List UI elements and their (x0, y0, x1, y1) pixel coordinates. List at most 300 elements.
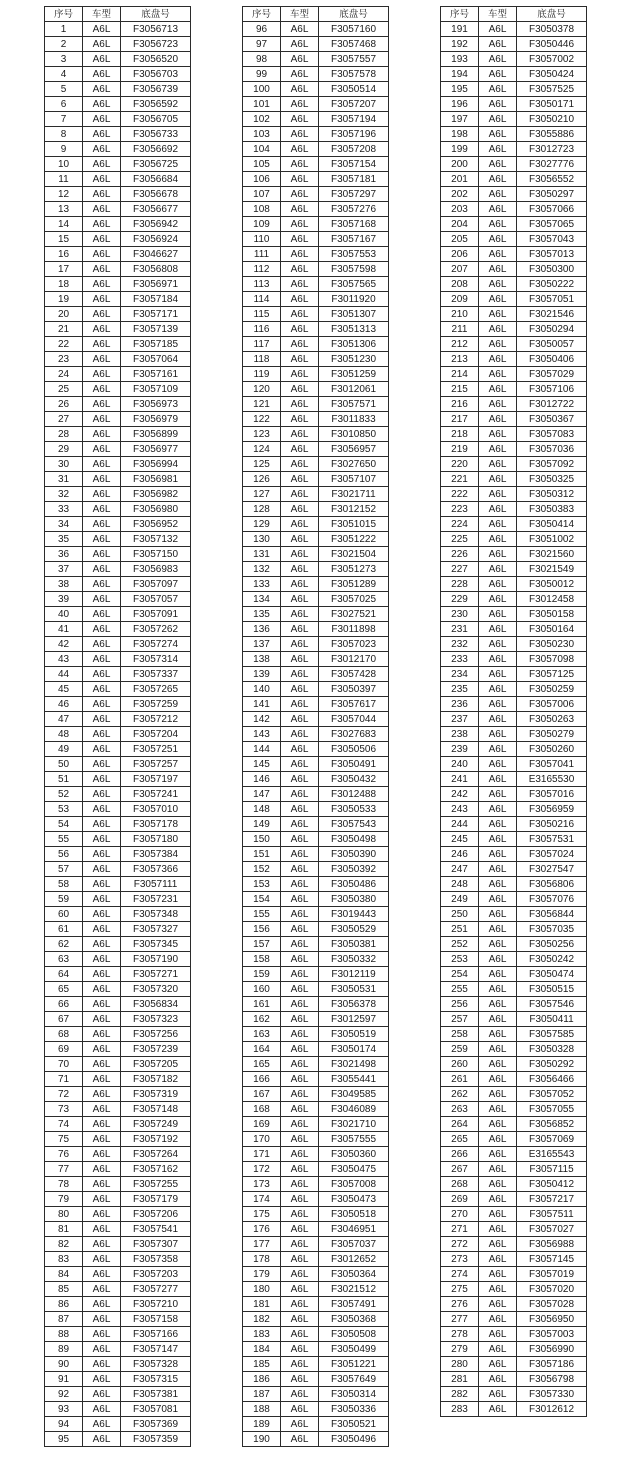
table-row (441, 1327, 587, 1342)
table-row (441, 232, 587, 247)
row-index: 1 (45, 22, 83, 37)
row-model: A6L (83, 637, 121, 652)
row-index: 225 (441, 532, 479, 547)
table-row (45, 37, 191, 52)
row-model: A6L (281, 1162, 319, 1177)
row-model: A6L (83, 877, 121, 892)
table-row (243, 727, 389, 742)
row-chassis: F3056950 (517, 1312, 587, 1327)
row-chassis: F3056692 (121, 142, 191, 157)
row-model: A6L (83, 547, 121, 562)
row-model: A6L (281, 937, 319, 952)
row-index: 2 (45, 37, 83, 52)
row-model: A6L (479, 997, 517, 1012)
row-chassis: F3050256 (517, 937, 587, 952)
table-row (45, 1087, 191, 1102)
row-index: 247 (441, 862, 479, 877)
row-model: A6L (83, 352, 121, 367)
row-index: 80 (45, 1207, 83, 1222)
row-model: A6L (479, 1102, 517, 1117)
row-model: A6L (479, 277, 517, 292)
row-index: 197 (441, 112, 479, 127)
table-row (243, 457, 389, 472)
table-row (243, 622, 389, 637)
row-index: 156 (243, 922, 281, 937)
row-chassis: F3050364 (319, 1267, 389, 1282)
table-row (45, 382, 191, 397)
row-chassis: F3050424 (517, 67, 587, 82)
table-row (45, 532, 191, 547)
row-index: 154 (243, 892, 281, 907)
row-chassis: F3056733 (121, 127, 191, 142)
row-chassis: F3057328 (121, 1357, 191, 1372)
row-model: A6L (281, 1342, 319, 1357)
row-chassis: F3021512 (319, 1282, 389, 1297)
row-index: 64 (45, 967, 83, 982)
table-row (441, 1042, 587, 1057)
row-model: A6L (281, 1207, 319, 1222)
row-chassis: F3057617 (319, 697, 389, 712)
table-row (243, 1192, 389, 1207)
row-index: 268 (441, 1177, 479, 1192)
row-chassis: F3057649 (319, 1372, 389, 1387)
table-row (243, 412, 389, 427)
row-model: A6L (479, 712, 517, 727)
table-row (45, 592, 191, 607)
row-chassis: F3050380 (319, 892, 389, 907)
row-index: 95 (45, 1432, 83, 1447)
table-row (441, 1117, 587, 1132)
row-chassis: F3057366 (121, 862, 191, 877)
table-row (441, 742, 587, 757)
row-index: 281 (441, 1372, 479, 1387)
row-chassis: F3057027 (517, 1222, 587, 1237)
table-row (243, 187, 389, 202)
row-index: 282 (441, 1387, 479, 1402)
row-chassis: F3027683 (319, 727, 389, 742)
row-chassis: F3050475 (319, 1162, 389, 1177)
row-model: A6L (83, 1327, 121, 1342)
row-index: 86 (45, 1297, 83, 1312)
row-index: 246 (441, 847, 479, 862)
row-chassis: F3057041 (517, 757, 587, 772)
row-index: 203 (441, 202, 479, 217)
table-row (441, 217, 587, 232)
table-row (243, 862, 389, 877)
row-model: A6L (83, 712, 121, 727)
row-model: A6L (83, 112, 121, 127)
table-row (243, 97, 389, 112)
table-row (243, 742, 389, 757)
table-row (45, 832, 191, 847)
row-model: A6L (479, 802, 517, 817)
row-index: 60 (45, 907, 83, 922)
row-chassis: F3057194 (319, 112, 389, 127)
table-row (45, 292, 191, 307)
row-model: A6L (83, 727, 121, 742)
row-model: A6L (281, 1027, 319, 1042)
row-chassis: F3057178 (121, 817, 191, 832)
table-row (441, 1087, 587, 1102)
table-row (441, 202, 587, 217)
row-model: A6L (281, 337, 319, 352)
row-index: 85 (45, 1282, 83, 1297)
row-index: 118 (243, 352, 281, 367)
row-model: A6L (83, 82, 121, 97)
table-row (441, 832, 587, 847)
row-model: A6L (281, 142, 319, 157)
row-model: A6L (281, 412, 319, 427)
row-model: A6L (479, 487, 517, 502)
row-model: A6L (281, 547, 319, 562)
row-model: A6L (83, 1342, 121, 1357)
row-index: 192 (441, 37, 479, 52)
row-chassis: F3050529 (319, 922, 389, 937)
row-index: 176 (243, 1222, 281, 1237)
row-chassis: F3056739 (121, 82, 191, 97)
table-row (441, 472, 587, 487)
table-row (45, 1012, 191, 1027)
table-row (441, 262, 587, 277)
table-row (45, 922, 191, 937)
row-chassis: F3050294 (517, 322, 587, 337)
row-model: A6L (83, 1267, 121, 1282)
row-model: A6L (479, 1012, 517, 1027)
table-row (45, 277, 191, 292)
row-model: A6L (479, 1042, 517, 1057)
table-row (45, 1297, 191, 1312)
table-row (45, 547, 191, 562)
row-index: 190 (243, 1432, 281, 1447)
row-model: A6L (281, 562, 319, 577)
row-chassis: F3057154 (319, 157, 389, 172)
table-row (441, 1207, 587, 1222)
row-model: A6L (281, 232, 319, 247)
row-index: 11 (45, 172, 83, 187)
row-index: 179 (243, 1267, 281, 1282)
row-index: 259 (441, 1042, 479, 1057)
row-chassis: F3050392 (319, 862, 389, 877)
table-row (45, 577, 191, 592)
row-index: 264 (441, 1117, 479, 1132)
table-row (45, 787, 191, 802)
row-model: A6L (479, 532, 517, 547)
row-index: 106 (243, 172, 281, 187)
row-model: A6L (83, 1222, 121, 1237)
table-row (441, 1222, 587, 1237)
row-model: A6L (479, 592, 517, 607)
row-index: 270 (441, 1207, 479, 1222)
row-index: 8 (45, 127, 83, 142)
table-row (441, 382, 587, 397)
row-model: A6L (479, 262, 517, 277)
row-index: 93 (45, 1402, 83, 1417)
table-row (441, 757, 587, 772)
row-chassis: F3050312 (517, 487, 587, 502)
row-index: 138 (243, 652, 281, 667)
row-chassis: F3056942 (121, 217, 191, 232)
row-index: 238 (441, 727, 479, 742)
row-index: 113 (243, 277, 281, 292)
row-chassis: F3056378 (319, 997, 389, 1012)
table-row (441, 1162, 587, 1177)
row-chassis: F3056981 (121, 472, 191, 487)
row-model: A6L (479, 1162, 517, 1177)
row-index: 49 (45, 742, 83, 757)
row-model: A6L (83, 202, 121, 217)
row-index: 33 (45, 502, 83, 517)
row-chassis: F3057185 (121, 337, 191, 352)
header-model: 车型 (83, 7, 121, 22)
row-index: 22 (45, 337, 83, 352)
row-chassis: F3050533 (319, 802, 389, 817)
row-chassis: F3057345 (121, 937, 191, 952)
row-chassis: F3050474 (517, 967, 587, 982)
row-chassis: F3055886 (517, 127, 587, 142)
row-model: A6L (83, 922, 121, 937)
row-model: A6L (281, 457, 319, 472)
table-row (441, 112, 587, 127)
row-index: 184 (243, 1342, 281, 1357)
row-model: A6L (83, 127, 121, 142)
row-model: A6L (281, 502, 319, 517)
row-model: A6L (281, 907, 319, 922)
row-index: 162 (243, 1012, 281, 1027)
table-row (243, 832, 389, 847)
row-chassis: F3057197 (121, 772, 191, 787)
row-model: A6L (479, 637, 517, 652)
row-chassis: F3012723 (517, 142, 587, 157)
row-model: A6L (281, 1147, 319, 1162)
row-model: A6L (281, 997, 319, 1012)
table-row (45, 352, 191, 367)
table-row (45, 1342, 191, 1357)
row-model: A6L (83, 472, 121, 487)
row-index: 167 (243, 1087, 281, 1102)
row-chassis: F3056677 (121, 202, 191, 217)
row-index: 43 (45, 652, 83, 667)
row-chassis: F3057314 (121, 652, 191, 667)
row-chassis: F3056705 (121, 112, 191, 127)
row-index: 73 (45, 1102, 83, 1117)
row-index: 169 (243, 1117, 281, 1132)
table-row (441, 1132, 587, 1147)
row-chassis: F3057098 (517, 652, 587, 667)
row-index: 16 (45, 247, 83, 262)
row-index: 235 (441, 682, 479, 697)
row-chassis: F3057147 (121, 1342, 191, 1357)
row-model: A6L (83, 382, 121, 397)
row-chassis: F3057180 (121, 832, 191, 847)
table-row (45, 622, 191, 637)
row-model: A6L (281, 487, 319, 502)
row-chassis: F3057016 (517, 787, 587, 802)
row-chassis: F3057585 (517, 1027, 587, 1042)
row-model: A6L (281, 202, 319, 217)
row-chassis: F3019443 (319, 907, 389, 922)
row-chassis: E3165543 (517, 1147, 587, 1162)
row-chassis: F3027776 (517, 157, 587, 172)
table-row (243, 397, 389, 412)
row-model: A6L (479, 967, 517, 982)
row-model: A6L (83, 187, 121, 202)
row-model: A6L (479, 52, 517, 67)
row-index: 12 (45, 187, 83, 202)
row-chassis: F3057264 (121, 1147, 191, 1162)
table-row (45, 757, 191, 772)
row-index: 199 (441, 142, 479, 157)
table-row (243, 907, 389, 922)
row-index: 261 (441, 1072, 479, 1087)
row-index: 231 (441, 622, 479, 637)
table-row (45, 727, 191, 742)
row-model: A6L (281, 37, 319, 52)
row-index: 83 (45, 1252, 83, 1267)
row-chassis: F3056552 (517, 172, 587, 187)
row-chassis: F3012597 (319, 1012, 389, 1027)
table-row (45, 307, 191, 322)
row-chassis: F3012119 (319, 967, 389, 982)
row-index: 157 (243, 937, 281, 952)
row-index: 58 (45, 877, 83, 892)
table-header-row (45, 7, 191, 22)
row-model: A6L (281, 442, 319, 457)
row-model: A6L (83, 142, 121, 157)
row-model: A6L (281, 817, 319, 832)
row-chassis: F3057192 (121, 1132, 191, 1147)
table-row (243, 532, 389, 547)
table-row (441, 892, 587, 907)
row-chassis: F3057330 (517, 1387, 587, 1402)
row-model: A6L (281, 667, 319, 682)
row-model: A6L (281, 757, 319, 772)
header-chassis: 底盘号 (517, 7, 587, 22)
row-index: 170 (243, 1132, 281, 1147)
row-model: A6L (479, 457, 517, 472)
row-index: 280 (441, 1357, 479, 1372)
row-chassis: F3051289 (319, 577, 389, 592)
row-index: 195 (441, 82, 479, 97)
row-chassis: F3057148 (121, 1102, 191, 1117)
row-model: A6L (83, 1432, 121, 1447)
row-model: A6L (479, 1252, 517, 1267)
row-index: 4 (45, 67, 83, 82)
table-row (441, 577, 587, 592)
row-model: A6L (479, 1027, 517, 1042)
row-index: 272 (441, 1237, 479, 1252)
row-index: 257 (441, 1012, 479, 1027)
row-index: 183 (243, 1327, 281, 1342)
row-chassis: F3057171 (121, 307, 191, 322)
table-row (243, 952, 389, 967)
row-chassis: F3027547 (517, 862, 587, 877)
table-row (441, 172, 587, 187)
row-chassis: F3051002 (517, 532, 587, 547)
row-index: 174 (243, 1192, 281, 1207)
row-model: A6L (479, 652, 517, 667)
row-index: 194 (441, 67, 479, 82)
row-chassis: F3050414 (517, 517, 587, 532)
row-model: A6L (83, 697, 121, 712)
row-chassis: F3057168 (319, 217, 389, 232)
row-model: A6L (83, 1192, 121, 1207)
row-model: A6L (479, 1297, 517, 1312)
row-model: A6L (479, 37, 517, 52)
row-model: A6L (83, 67, 121, 82)
row-chassis: F3021711 (319, 487, 389, 502)
table-row (243, 682, 389, 697)
row-chassis: F3050325 (517, 472, 587, 487)
row-index: 77 (45, 1162, 83, 1177)
table-row (243, 1312, 389, 1327)
row-chassis: F3057111 (121, 877, 191, 892)
row-model: A6L (479, 547, 517, 562)
row-index: 59 (45, 892, 83, 907)
row-index: 200 (441, 157, 479, 172)
table-row (441, 592, 587, 607)
row-index: 103 (243, 127, 281, 142)
row-model: A6L (83, 817, 121, 832)
row-index: 122 (243, 412, 281, 427)
row-model: A6L (479, 232, 517, 247)
row-index: 177 (243, 1237, 281, 1252)
table-row (243, 127, 389, 142)
row-index: 117 (243, 337, 281, 352)
row-index: 214 (441, 367, 479, 382)
row-index: 126 (243, 472, 281, 487)
row-chassis: F3057160 (319, 22, 389, 37)
row-chassis: F3051273 (319, 562, 389, 577)
row-index: 212 (441, 337, 479, 352)
row-chassis: F3057546 (517, 997, 587, 1012)
row-model: A6L (83, 562, 121, 577)
row-chassis: F3012152 (319, 502, 389, 517)
row-model: A6L (281, 637, 319, 652)
row-model: A6L (83, 1132, 121, 1147)
row-model: A6L (83, 682, 121, 697)
row-chassis: F3056466 (517, 1072, 587, 1087)
row-index: 128 (243, 502, 281, 517)
table-row (441, 1147, 587, 1162)
row-chassis: F3057036 (517, 442, 587, 457)
row-model: A6L (479, 352, 517, 367)
row-index: 47 (45, 712, 83, 727)
row-index: 145 (243, 757, 281, 772)
table-row (243, 442, 389, 457)
row-index: 244 (441, 817, 479, 832)
row-index: 24 (45, 367, 83, 382)
row-index: 61 (45, 922, 83, 937)
row-chassis: F3051307 (319, 307, 389, 322)
row-chassis: F3050381 (319, 937, 389, 952)
table-row (243, 1027, 389, 1042)
row-chassis: F3057257 (121, 757, 191, 772)
row-model: A6L (479, 82, 517, 97)
row-model: A6L (281, 1402, 319, 1417)
row-chassis: F3057565 (319, 277, 389, 292)
row-chassis: F3050336 (319, 1402, 389, 1417)
table-row (243, 22, 389, 37)
table-row (45, 412, 191, 427)
row-chassis: F3057044 (319, 712, 389, 727)
row-index: 30 (45, 457, 83, 472)
table-row (441, 667, 587, 682)
table-row (45, 847, 191, 862)
table-row (441, 37, 587, 52)
row-index: 164 (243, 1042, 281, 1057)
table-row (441, 1252, 587, 1267)
row-chassis: F3050368 (319, 1312, 389, 1327)
